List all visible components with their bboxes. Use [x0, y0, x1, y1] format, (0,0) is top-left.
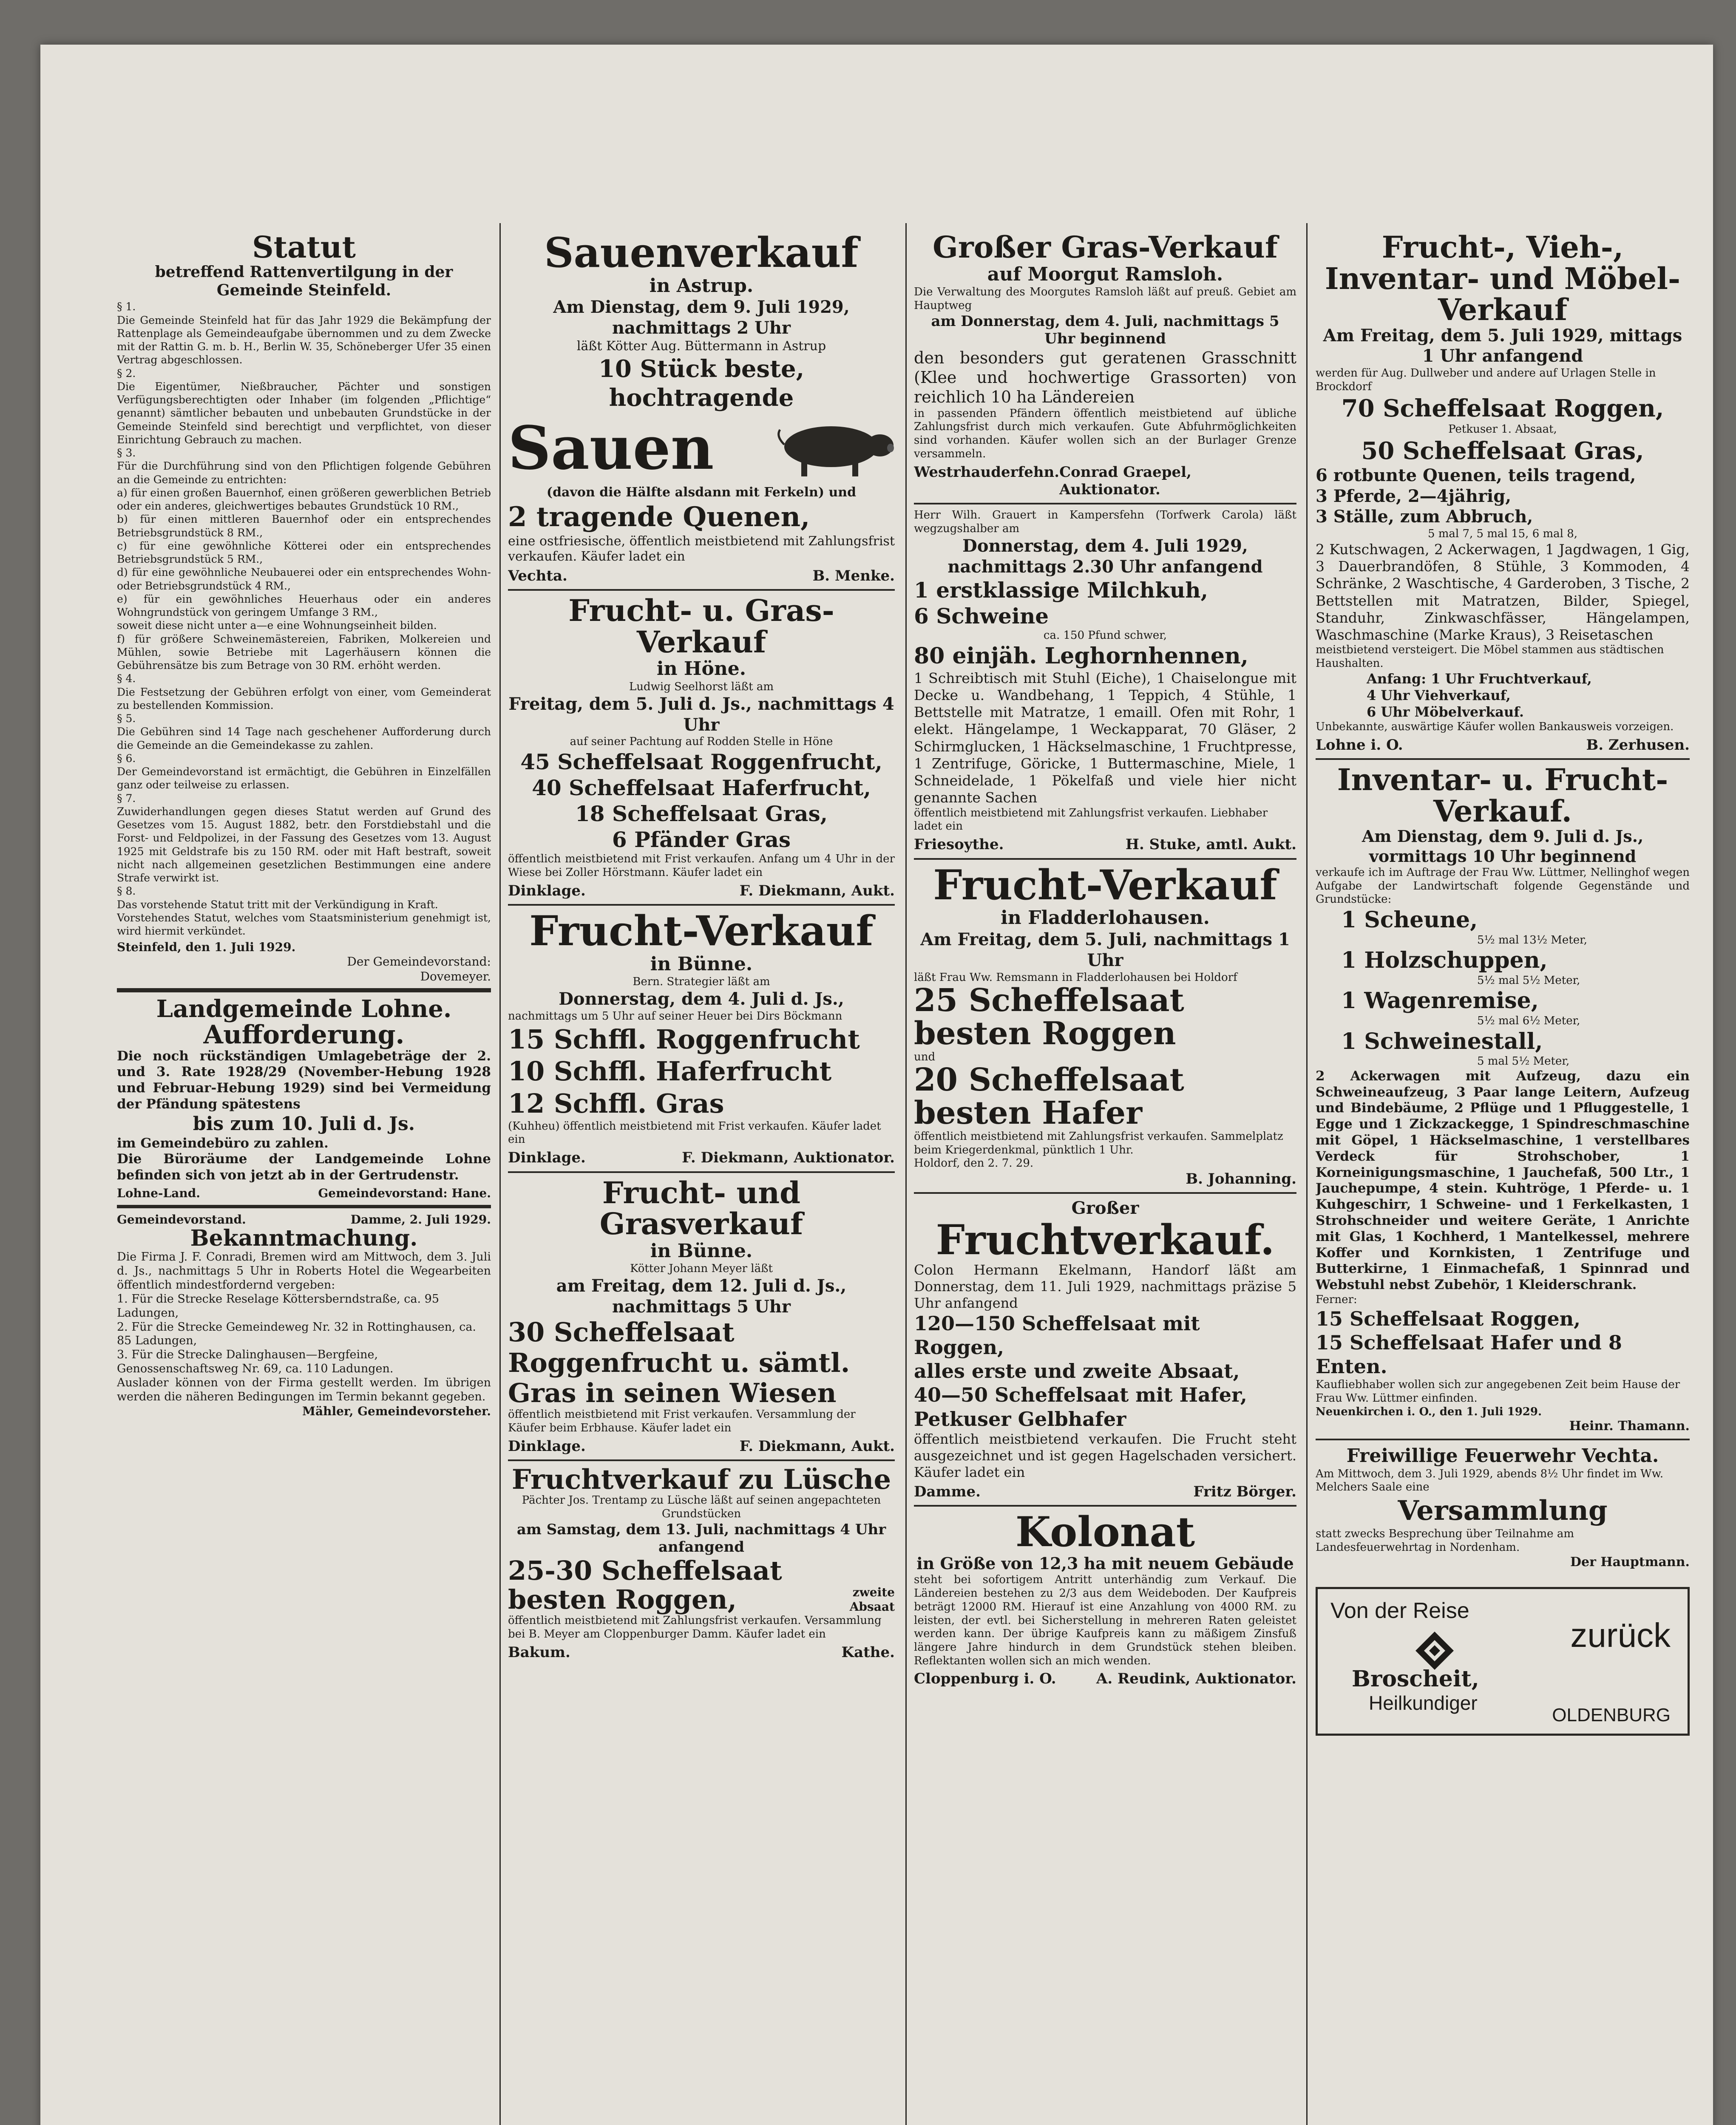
list-item: 2. Für die Strecke Gemeindeweg Nr. 32 in Rottinghausen, ca. 85 Ladungen,	[117, 1320, 477, 1348]
sauen-big: 10 Stück beste, hochtragende	[598, 354, 805, 412]
luesche-footer	[508, 1644, 895, 1661]
list-item-dimensions: 5½ mal 13½ Meter,	[1477, 933, 1587, 946]
luesche-title: Fruchtverkauf zu Lüsche	[511, 1464, 891, 1496]
list-item: 15 Schffl. Roggenfrucht	[508, 1023, 860, 1055]
inventar-order	[1316, 671, 1690, 720]
divider	[508, 1459, 895, 1461]
statut-paragraph: § 8.	[117, 885, 136, 898]
inventar-small1: Petkuser 1. Absaat,	[1448, 422, 1557, 436]
inventar2-signer: Heinr. Thamann.	[1569, 1419, 1690, 1434]
list-item: alles erste und zweite Absaat,	[914, 1360, 1240, 1383]
column-3	[914, 232, 1296, 2125]
bekanntmachung-list	[117, 1292, 491, 1377]
lohne-footer	[117, 1186, 491, 1201]
ad-line1: Von der Reise	[1330, 1598, 1469, 1624]
grasverkauf-text: Kötter Johann Meyer läßt	[630, 1262, 773, 1275]
fladder-subtitle: in Fladderlohausen.	[1001, 907, 1210, 929]
sauen-text3: eine ostfriesische, öffentlich meistbietend mit Zahlungsfrist verkaufen. Käufer ladet ein	[508, 533, 895, 564]
feuerwehr-text: Am Mittwoch, dem 3. Juli 1929, abends 8½ Uhr findet im Ww. Melchers Saale eine	[1316, 1467, 1664, 1494]
list-item: 1 erstklassige Milchkuh,	[914, 578, 1208, 603]
buenne-title: Frucht-Verkauf	[529, 907, 874, 955]
statut-paragraph: Die Gebühren sind 14 Tage nach geschehener Aufforderung durch die Gemeinde an die Gemeindekasse zu zahlen.	[117, 725, 491, 751]
buenne-footer	[508, 1149, 895, 1167]
kolonat-footer	[914, 1670, 1296, 1688]
statut-paragraph: Für die Durchführung sind von den Pflichtigen folgende Gebühren an die Gemeinde zu entrichten:	[117, 460, 491, 486]
inventar-text3: meistbietend versteigert. Die Möbel stammen aus städtischen Haushalten.	[1316, 643, 1664, 670]
feuerwehr-signer: Der Hauptmann.	[1570, 1554, 1690, 1570]
kamp-date: Donnerstag, dem 4. Juli 1929, nachmittags 2.30 Uhr anfangend	[947, 536, 1263, 577]
buenne-items	[508, 1023, 895, 1120]
bekanntmachung-title: Bekanntmachung.	[190, 1225, 418, 1252]
bekanntmachung-text: Die Firma J. F. Conradi, Bremen wird am Mittwoch, dem 3. Juli d. Js., nachmittags 5 Uhr in Roberts Hotel die Wegearbeiten öffentlich mindestfordernd vergeben:	[117, 1250, 491, 1292]
sauen-date: Am Dienstag, dem 9. Juli 1929, nachmittags 2 Uhr	[553, 297, 850, 338]
list-item: 6 Pfänder Gras	[612, 827, 791, 853]
fruchtverkauf-place: Damme.	[914, 1483, 981, 1500]
lohne-text: Die noch rückständigen Umlagebeträge der 2. und 3. Rate 1928/29 (November-Hebung 1928 und Februar-Hebung 1929) sind bei Vermeidung der Pfändung spätestens	[117, 1048, 491, 1112]
kamp-inventory: 1 Schreibtisch mit Stuhl (Eiche), 1 Chaiselongue mit Decke u. Wandbehang, 1 Teppich, 4 Stühle, 1 Bettstelle mit Matratze, 1 emaill. Ofen mit Rohr, 1 elekt. Hängelampe, 1 Weckapparat, 70 Gläser, 2 Schirmglucken, 1 Häckselmaschine, 1 Fruchtpresse, 1 Zentrifuge, Göricke, 1 Buttermaschine, Miele, 1 Schneidelade, 1 Pökelfaß und viele hier nicht genannte Sachen	[914, 669, 1296, 806]
fruchtverkauf-text: Colon Hermann Ekelmann, Handorf läßt am Donnerstag, dem 11. Juli 1929, nachmittags präzise 5 Uhr anfangend	[914, 1262, 1296, 1312]
statut-paragraph: e) für ein gewöhnliches Heuerhaus oder ein anderes Wohngrundstück von geringem Umfange 3 RM.,	[117, 592, 491, 619]
fruchtverkauf-title: Fruchtverkauf.	[936, 1216, 1275, 1264]
inventar2-title: Inventar- u. Frucht-Verkauf.	[1337, 762, 1668, 829]
divider	[914, 1505, 1296, 1507]
hoene-signer: F. Diekmann, Aukt.	[739, 882, 895, 899]
inventar2-date: Am Dienstag, dem 9. Juli d. Js., vormittags 10 Uhr beginnend	[1362, 827, 1644, 866]
divider	[1316, 758, 1690, 760]
statut-paragraph: Der Gemeindevorstand ist ermächtigt, die Gebühren in Einzelfällen ganz oder teilweise zu erlassen.	[117, 765, 491, 791]
lohne-subtitle: Aufforderung.	[203, 1020, 405, 1050]
ramsloh-text2: den besonders gut geratenen Grasschnitt (Klee und hochwertige Grassorten) von reichlich 10 ha Ländereien	[914, 348, 1296, 407]
list-item: 1 Schweinestall,	[1341, 1028, 1543, 1054]
hoene-text: Ludwig Seelhorst läßt am	[629, 680, 774, 694]
hoene-footer	[508, 882, 895, 900]
sauen-text: läßt Kötter Aug. Büttermann in Astrup	[576, 339, 826, 354]
sauen-title: Sauenverkauf	[544, 232, 859, 277]
kamp-footer	[914, 836, 1296, 853]
statut-paragraph: Vorstehendes Statut, welches vom Staatsministerium genehmigt ist, wird hiermit verkündet.	[117, 911, 491, 938]
bekanntmachung-sign: Mähler, Gemeindevorsteher.	[302, 1404, 491, 1419]
grasverkauf-date: am Freitag, dem 12. Juli d. Js., nachmittags 5 Uhr	[556, 1275, 847, 1317]
statut-paragraph: d) für eine gewöhnliche Neubauerei oder ein entsprechendes Wohn- oder Betriebsgrundstück 4 RM.,	[117, 566, 491, 592]
list-item: 1 Scheune,	[1341, 907, 1478, 933]
list-item: 45 Scheffelsaat Roggenfrucht,	[520, 749, 882, 775]
statut-paragraph: Die Gemeinde Steinfeld hat für das Jahr 1929 die Bekämpfung der Rattenplage als Gemeindeaufgabe übernommen und zu dem Zwecke mit der Rattin G. m. b. H., Berlin W. 35, Schöneberger Ufer 35 einen Vertrag abgeschlossen.	[117, 314, 491, 366]
list-item-dimensions: 5 mal 5½ Meter,	[1477, 1054, 1570, 1068]
hoene-text2: auf seiner Pachtung auf Rodden Stelle in Höne	[570, 735, 833, 748]
ramsloh-text3: in passenden Pfändern öffentlich meistbietend auf übliche Zahlungsfrist durch mich verkaufen. Gute Abfuhrmöglichkeiten sind vorhanden. Käufer wollen sich an der Burlager Grenze versammeln.	[914, 407, 1296, 460]
list-item: 120—150 Scheffelsaat mit Roggen,	[914, 1312, 1200, 1359]
grosser-label: Großer	[1071, 1198, 1139, 1218]
kamp-place: Friesoythe.	[914, 836, 1004, 853]
list-item: 10 Schffl. Haferfrucht	[508, 1056, 832, 1087]
buenne-text3: (Kuhheu) öffentlich meistbietend mit Frist verkaufen. Käufer ladet ein	[508, 1119, 881, 1146]
list-item: Anfang: 1 Uhr Fruchtverkauf,	[1367, 670, 1592, 687]
statut-paragraph: Das vorstehende Statut tritt mit der Verkündigung in Kraft.	[117, 898, 438, 911]
sauen-word: Sauen	[508, 414, 714, 484]
luesche-side: zweite Absaat	[849, 1585, 895, 1614]
list-item: 1 Wagenremise,	[1341, 988, 1539, 1014]
list-item: Petkuser Gelbhafer	[914, 1407, 1126, 1431]
divider	[914, 858, 1296, 860]
kolonat-signer: A. Reudink, Auktionator.	[1096, 1670, 1296, 1688]
sauen-signer: B. Menke.	[812, 567, 895, 584]
inventar-text4: Unbekannte, auswärtige Käufer wollen Bankausweis vorzeigen.	[1316, 720, 1674, 734]
statut-place: Steinfeld, den 1. Juli 1929.	[117, 940, 296, 955]
fruchtverkauf-footer	[914, 1483, 1296, 1501]
lohne-title: Landgemeinde Lohne.	[156, 994, 452, 1023]
lohne-text2: im Gemeindebüro zu zahlen.	[117, 1135, 329, 1151]
statut-paragraph: soweit diese nicht unter a—e eine Wohnungseinheit bilden.	[117, 619, 437, 632]
feuerwehr-title: Freiwillige Feuerwehr Vechta.	[1346, 1445, 1659, 1467]
statut-paragraph: f) für größere Schweinemästereien, Fabriken, Molkereien und Mühlen, sowie Betriebe mit Lagerhäusern können die Gebührensätze bis zum Betrage von 30 RM. erhöht werden.	[117, 632, 491, 672]
list-item: 4 Uhr Viehverkauf,	[1367, 687, 1511, 703]
sauen-text2: (davon die Hälfte alsdann mit Ferkeln) und	[546, 485, 857, 500]
inventar2-big	[1316, 1307, 1690, 1378]
column-rule	[905, 223, 907, 2125]
ramsloh-place: Westrhauderfehn.	[914, 463, 1060, 481]
list-item: 6 Uhr Möbelverkauf.	[1367, 703, 1524, 720]
luesche-place: Bakum.	[508, 1643, 570, 1661]
statut-paragraph: c) für eine gewöhnliche Kötterei oder ein entsprechendes Betriebsgrundstück 5 RM.,	[117, 539, 491, 566]
diamond-icon	[1415, 1632, 1454, 1670]
statut-title: Statut	[252, 232, 356, 265]
fladder-text: läßt Frau Ww. Remsmann in Fladderlohausen bei Holdorf	[914, 971, 1237, 984]
fladder-big1: 25 Scheffelsaat besten Roggen	[914, 982, 1184, 1052]
ad-city: OLDENBURG	[1552, 1705, 1671, 1726]
column-1	[117, 232, 491, 2125]
list-item: 12 Schffl. Gras	[508, 1088, 724, 1119]
kolonat-place: Cloppenburg i. O.	[914, 1670, 1056, 1688]
list-item: 1. Für die Strecke Reselage Köttersberndstraße, ca. 95 Ladungen,	[117, 1292, 440, 1320]
fladder-und: und	[914, 1050, 936, 1063]
grasverkauf-signer: F. Diekmann, Aukt.	[739, 1437, 895, 1455]
grasverkauf-footer	[508, 1438, 895, 1455]
list-item: 1 Holzschuppen,	[1341, 947, 1548, 974]
divider	[508, 904, 895, 906]
buenne-date: Donnerstag, dem 4. Juli d. Js.,	[559, 989, 844, 1009]
list-item: 3 Pferde, 2—4jährig,	[1316, 486, 1512, 506]
broscheit-ad	[1316, 1587, 1690, 1736]
kolonat-title: Kolonat	[1015, 1508, 1195, 1556]
statut-paragraph: Zuwiderhandlungen gegen dieses Statut werden auf Grund des Gesetzes vom 15. August 1882, betr. den Forstdiebstahl und die Forst- und Feldpolizei, in der Fassung des Gesetzes vom 13. August 1925 mit Geldstrafe bis zu 150 RM. oder mit Haft bestraft, soweit nicht nach allgemeinen gesetzlichen Bestimmungen eine andere Strafe verwirkt ist.	[117, 805, 491, 884]
ad-name: Broscheit,	[1352, 1666, 1479, 1692]
column-rule	[1306, 223, 1308, 2125]
fladder-date: Am Freitag, dem 5. Juli, nachmittags 1 Uhr	[920, 929, 1290, 970]
damme-authority: Gemeindevorstand.	[117, 1213, 246, 1227]
feuerwehr-text2: statt zwecks Besprechung über Teilnahme am Landesfeuerwehrtag in Nordenham.	[1316, 1527, 1574, 1554]
statut-body	[117, 300, 491, 938]
inventar2-text3: Kaufliebhaber wollen sich zur angegebenen Zeit beim Hause der Frau Ww. Lüttmer einfinden.	[1316, 1378, 1680, 1405]
divider	[508, 1171, 895, 1173]
grasverkauf-subtitle: in Bünne.	[650, 1240, 753, 1262]
inventar-big2: 50 Scheffelsaat Gras,	[1361, 436, 1644, 465]
hoene-items	[508, 749, 895, 853]
fruchtverkauf-signer: Fritz Börger.	[1193, 1483, 1296, 1500]
list-item: 6 Schweine	[914, 604, 1049, 629]
list-item-dimensions: 5½ mal 5½ Meter,	[1477, 974, 1580, 987]
statut-paragraph: § 1.	[117, 300, 136, 313]
statut-signer-name: Dovemeyer.	[420, 969, 491, 983]
ramsloh-subtitle: auf Moorgut Ramsloh.	[987, 263, 1223, 285]
sauen-place: Vechta.	[508, 567, 567, 584]
divider	[914, 503, 1296, 504]
kamp-text: Herr Wilh. Grauert in Kampersfehn (Torfwerk Carola) läßt wegzugshalber am	[914, 509, 1296, 536]
damme-date: Damme, 2. Juli 1929.	[350, 1213, 491, 1227]
statut-paragraph: § 5.	[117, 712, 136, 725]
inventar2-ferner: Ferner:	[1316, 1293, 1357, 1306]
list-item: 15 Scheffelsaat Roggen,	[1316, 1307, 1581, 1330]
sauen-subtitle: in Astrup.	[649, 275, 754, 297]
fladder-signer: B. Johanning.	[1186, 1170, 1296, 1187]
fladder-big2: 20 Scheffelsaat besten Hafer	[914, 1062, 1184, 1132]
kamp-items	[914, 577, 1296, 629]
buenne-subtitle: in Bünne.	[650, 953, 753, 975]
statut-paragraph: § 6.	[117, 752, 136, 765]
column-4	[1316, 232, 1690, 2125]
buenne-text: Bern. Strategier läßt am	[633, 975, 770, 989]
inventar2-place: Neuenkirchen i. O., den 1. Juli 1929.	[1316, 1405, 1542, 1418]
ramsloh-signer: Conrad Graepel, Auktionator.	[1059, 463, 1191, 498]
lohne-text3: Die Büroräume der Landgemeinde Lohne befinden sich von jetzt ab in der Gertrudenstr.	[117, 1151, 491, 1183]
inventar-place: Lohne i. O.	[1316, 736, 1403, 754]
grasverkauf-place: Dinklage.	[508, 1437, 586, 1455]
sauen-footer	[508, 567, 895, 585]
buenne-place: Dinklage.	[508, 1149, 586, 1167]
statut-subtitle: betreffend Rattenvertilgung in der Gemeinde Steinfeld.	[155, 263, 453, 300]
list-item: 15 Scheffelsaat Hafer und 8 Enten.	[1316, 1331, 1622, 1378]
hoene-place: Dinklage.	[508, 882, 586, 899]
inventar-items	[1316, 465, 1690, 527]
ad-profession: Heilkundiger	[1369, 1692, 1478, 1714]
kamp-weight: ca. 150 Pfund schwer,	[1043, 629, 1167, 642]
hoene-date: Freitag, dem 5. Juli d. Js., nachmittags 4 Uhr	[508, 694, 894, 735]
divider	[1316, 1439, 1690, 1440]
inventar-date: Am Freitag, dem 5. Juli 1929, mittags 1 Uhr anfangend	[1323, 325, 1682, 366]
ramsloh-text: Die Verwaltung des Moorgutes Ramsloh läßt auf preuß. Gebiet am Hauptweg	[914, 286, 1296, 312]
list-item: 18 Scheffelsaat Gras,	[575, 801, 828, 827]
column-2	[508, 232, 895, 2125]
luesche-text2: öffentlich meistbietend mit Zahlungsfrist verkaufen. Versammlung bei B. Meyer am Cloppenburger Damm. Käufer ladet ein	[508, 1614, 882, 1640]
fruchtverkauf-items	[914, 1312, 1296, 1431]
luesche-text: Pächter Jos. Trentamp zu Lüsche läßt auf seinen angepachteten Grundstücken	[522, 1494, 881, 1521]
fladder-text2: öffentlich meistbietend mit Zahlungsfrist verkaufen. Sammelplatz beim Kriegerdenkmal, pünktlich 1 Uhr.	[914, 1130, 1283, 1156]
hoene-subtitle: in Höne.	[656, 658, 746, 680]
kamp-hens: 80 einjäh. Leghornhennen,	[914, 643, 1248, 669]
inventar2-text: verkaufe ich im Auftrage der Frau Ww. Lüttmer, Nellinghof wegen Aufgabe der Landwirtschaft folgende Gegenstände und Grundstücke:	[1316, 866, 1690, 906]
statut-paragraph: § 2.	[117, 367, 136, 380]
kolonat-text: steht bei sofortigem Antritt unterhändig zum Verkauf. Die Ländereien bestehen zu 2/3 aus dem Weideboden. Der Kaufpreis beträgt 12000 RM. Hierauf ist eine Anzahlung von 4000 RM. zu leisten, der evtl. bei Sicherstellung in mehreren Raten geleistet werden kann. Der übrige Kaufpreis kann zu mäßigem Zinsfuß längere Jahre hindurch in dem Grundstück stehen bleiben. Reflektanten wollen sich an mich wenden.	[914, 1573, 1296, 1667]
grasverkauf-title: Frucht- und Grasverkauf	[599, 1175, 803, 1241]
luesche-big: 25-30 Scheffelsaat besten Roggen,	[508, 1555, 782, 1615]
kolonat-subtitle: in Größe von 12,3 ha mit neuem Gebäude	[916, 1554, 1294, 1573]
inventar-signer: B. Zerhusen.	[1586, 736, 1690, 754]
statut-signer: Der Gemeindevorstand:	[347, 955, 491, 969]
divider	[914, 1192, 1296, 1194]
bekanntmachung-text2: Auslader können von der Firma gestellt werden. Im übrigen werden die näheren Bedingungen im Termin bekannt gegeben.	[117, 1376, 491, 1404]
statut-paragraph: a) für einen großen Bauernhof, einen größeren gewerblichen Betrieb oder ein anderes, gleichwertiges bebautes Grundstück 10 RM.,	[117, 486, 491, 513]
grasverkauf-text2: öffentlich meistbietend mit Frist verkaufen. Versammlung der Käufer beim Erbhause. Käufer ladet ein	[508, 1408, 856, 1435]
ramsloh-date: am Donnerstag, dem 4. Juli, nachmittags 5 Uhr beginnend	[931, 312, 1279, 348]
inventar2-list: 2 Ackerwagen mit Aufzeug, dazu ein Schweineaufzeug, 3 Paar lange Leitern, Aufzeug und Bindebäume, 2 Pflüge und 1 Pfluggestelle, 1 Egge und 1 Zickzackegge, 1 Spindreschmaschine mit Göpel, 1 Häckselmaschine, 1 verstellbares Verdeck für Strohschober, 1 Korneinigungsmaschine, 1 Jauchefaß, 500 Ltr., 1 Jauchepumpe, 4 stein. Kuhtröge, 1 Pferde- u. 1 Kuhgeschirr, 1 Schweine- und 1 Ferkelkasten, 1 Strohschneider und weitere Geräte, 1 Anrichte mit Glas, 1 Kochherd, 1 Mantelkessel, mehrere Koffer und Kornkisten, 1 Zentrifuge und Butterkirne, 1 Einmachefaß, 1 Spinnrad und Webstuhl nebst Zubehör, 1 Kleiderschrank.	[1316, 1068, 1690, 1293]
fladder-place: Holdorf, den 2. 7. 29.	[914, 1157, 1034, 1170]
lohne-signer: Gemeindevorstand: Hane.	[318, 1186, 491, 1200]
divider	[117, 1205, 491, 1208]
buenne-signer: F. Diekmann, Auktionator.	[682, 1149, 895, 1167]
inventar-title: Frucht-, Vieh-, Inventar- und Möbel-Verkauf	[1325, 232, 1681, 327]
lohne-deadline: bis zum 10. Juli d. Js.	[193, 1113, 415, 1135]
buenne-text2: nachmittags um 5 Uhr auf seiner Heuer bei Dirs Böckmann	[508, 1010, 842, 1023]
lohne-place: Lohne-Land.	[117, 1186, 201, 1200]
pig-icon	[767, 415, 895, 483]
newspaper-page	[40, 45, 1713, 2125]
divider	[117, 988, 491, 992]
inventar-text: werden für Aug. Dullweber und andere auf Urlagen Stelle in Brockdorf	[1316, 367, 1656, 393]
ramsloh-footer	[914, 464, 1296, 499]
inventar2-items	[1316, 907, 1690, 1068]
statut-paragraph: § 3.	[117, 447, 136, 459]
list-item: 40 Scheffelsaat Haferfrucht,	[532, 775, 871, 801]
fladder-title: Frucht-Verkauf	[933, 861, 1277, 909]
kamp-signer: H. Stuke, amtl. Aukt.	[1125, 836, 1296, 853]
inventar-big1: 70 Scheffelsaat Roggen,	[1341, 394, 1664, 422]
inventar-small2: 5 mal 7, 5 mal 15, 6 mal 8,	[1427, 527, 1578, 541]
ad-line2: zurück	[1570, 1616, 1671, 1655]
luesche-date: am Samstag, dem 13. Juli, nachmittags 4 Uhr anfangend	[516, 1521, 886, 1556]
ramsloh-title: Großer Gras-Verkauf	[933, 232, 1278, 265]
statut-paragraph: b) für einen mittleren Bauernhof oder ein entsprechendes Betriebsgrundstück 8 RM.,	[117, 513, 491, 539]
kamp-text3: öffentlich meistbietend mit Zahlungsfrist verkaufen. Liebhaber ladet ein	[914, 806, 1268, 833]
statut-paragraph: Die Eigentümer, Nießbraucher, Pächter und sonstigen Verfügungsberechtigten oder Inhaber (im folgenden „Pflichtige“ genannt) sämtlicher bebauten und unbebauten Grundstücke in der Gemeinde Steinfeld sind berechtigt und verpflichtet, von dieser Einrichtung Gebrauch zu machen.	[117, 380, 491, 446]
sauen-big2: 2 tragende Quenen,	[508, 501, 810, 533]
list-item: 40—50 Scheffelsaat mit Hafer,	[914, 1383, 1247, 1407]
inventar-footer	[1316, 737, 1690, 754]
list-item-dimensions: 5½ mal 6½ Meter,	[1477, 1014, 1580, 1027]
list-item: 6 rotbunte Quenen, teils tragend,	[1316, 465, 1636, 485]
statut-paragraph: § 7.	[117, 792, 136, 805]
grasverkauf-big: 30 Scheffelsaat Roggenfrucht u. sämtl. Gras in seinen Wiesen	[508, 1317, 850, 1409]
luesche-signer: Kathe.	[841, 1643, 895, 1661]
statut-paragraph: § 4.	[117, 672, 136, 685]
statut-paragraph: Die Festsetzung der Gebühren erfolgt von einer, vom Gemeinderat zu bestellenden Kommission.	[117, 686, 491, 711]
damme-header	[117, 1213, 491, 1227]
list-item: 3. Für die Strecke Dalinghausen—Bergfeine, Genossenschaftsweg Nr. 69, ca. 110 Ladungen.	[117, 1348, 394, 1376]
feuerwehr-big: Versammlung	[1398, 1494, 1608, 1527]
hoene-title: Frucht- u. Gras-Verkauf	[568, 593, 834, 660]
divider	[508, 589, 895, 591]
column-rule	[499, 223, 501, 2125]
list-item: 3 Ställe, zum Abbruch,	[1316, 507, 1533, 527]
fruchtverkauf-text2: öffentlich meistbietend verkaufen. Die Frucht steht ausgezeichnet und ist gegen Hagelschaden versichert. Käufer ladet ein	[914, 1431, 1296, 1480]
inventar-list: 2 Kutschwagen, 2 Ackerwagen, 1 Jagdwagen, 1 Gig, 3 Dauerbrandöfen, 8 Stühle, 3 Kommoden, 4 Schränke, 2 Waschtische, 4 Garderoben, 3 Tische, 2 Bettstellen mit Matratzen, Bilder, Spiegel, Standuhr, Zinkwaschfässer, Hängelampen, Waschmaschine (Marke Kraus), 3 Reisetaschen	[1316, 541, 1690, 643]
hoene-text3: öffentlich meistbietend mit Frist verkaufen. Anfang um 4 Uhr in der Wiese bei Zoller Hörstmann. Käufer ladet ein	[508, 853, 895, 879]
